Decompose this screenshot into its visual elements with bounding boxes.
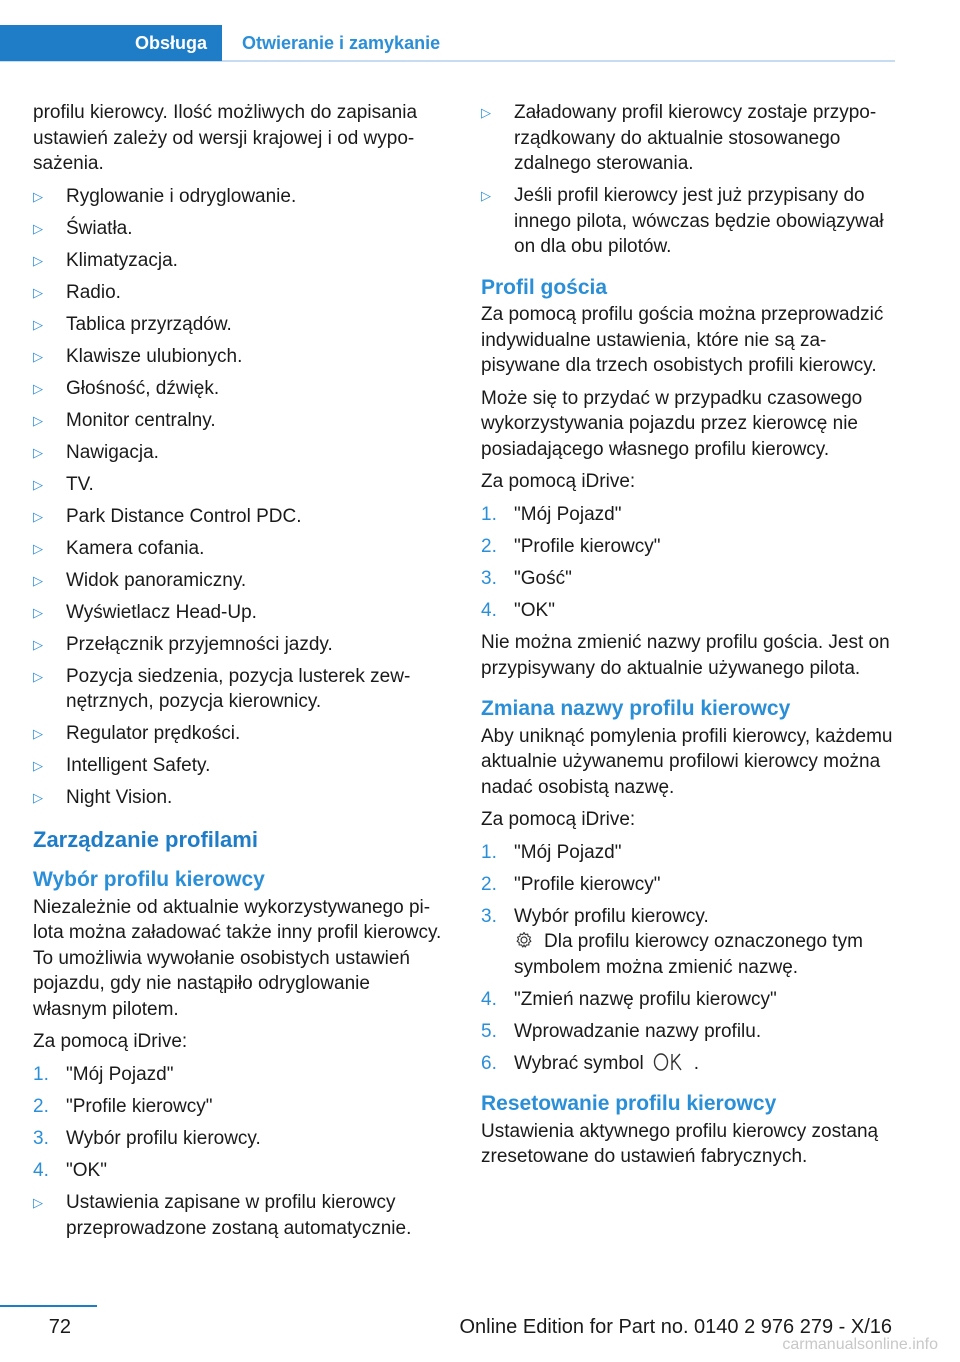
triangle-bullet-icon: ▷ — [33, 790, 43, 805]
list-item: 2. "Profile kierowcy" — [481, 535, 661, 557]
heading-reset-profile: Resetowanie profilu kierowcy — [481, 1092, 777, 1115]
list-item: ▷ TV. — [33, 472, 448, 498]
list-item: ▷ Wyświetlacz Head-Up. — [33, 600, 448, 626]
list-item: ▷ Radio. — [33, 280, 448, 306]
heading-guest-profile: Profil gościa — [481, 275, 608, 299]
triangle-bullet-icon: ▷ — [33, 188, 43, 204]
triangle-bullet-icon: ▷ — [33, 540, 43, 556]
continued-list — [481, 100, 896, 260]
triangle-bullet-icon: ▷ — [33, 668, 43, 684]
list-item: 3. "Gość" — [481, 567, 572, 589]
list-item: 2. "Profile kierowcy" — [481, 873, 661, 895]
list-item: ▷ Ustawienia zapisane w profilu kierowcy przeprowadzone zostaną automatycznie. — [33, 1192, 412, 1239]
right-column — [481, 100, 896, 1177]
heading-rename-profile: Zmiana nazwy profilu kierowcy — [481, 697, 791, 720]
guest-steps — [481, 502, 896, 624]
section-tab-active[interactable] — [0, 25, 222, 61]
triangle-bullet-icon: ▷ — [33, 412, 43, 428]
idrive-label: Za pomocą iDrive: — [481, 471, 636, 492]
rename-paragraph: Aby uniknąć pomylenia profili kierowcy, każdemu aktualnie używanemu profilowi kierowcy można nadać osobistą nazwę. — [481, 725, 893, 798]
rename-steps — [481, 840, 896, 1077]
list-item: ▷ Kamera cofania. — [33, 536, 448, 562]
intro-paragraph: profilu kierowcy. Ilość możliwych do zapisania ustawień zależy od wersji krajowej i od wyposażenia. — [33, 102, 418, 174]
list-item: ▷ Intelligent Safety. — [33, 753, 448, 779]
select-steps — [33, 1062, 448, 1184]
triangle-bullet-icon: ▷ — [33, 636, 43, 652]
list-item: ▷ Pozycja siedzenia, pozycja lusterek zewnętrznych, pozycja kierownicy. — [33, 665, 411, 712]
list-item: ▷ Tablica przyrządów. — [33, 312, 448, 338]
triangle-bullet-icon: ▷ — [33, 572, 43, 588]
triangle-bullet-icon: ▷ — [33, 726, 43, 741]
section-tab-inactive[interactable] — [242, 25, 440, 61]
list-item: ▷ Monitor centralny. — [33, 408, 448, 434]
ok-symbol-icon — [652, 1051, 686, 1073]
list-item: 4. "Zmień nazwę profilu kierowcy" — [481, 988, 777, 1010]
triangle-bullet-icon: ▷ — [33, 380, 43, 396]
heading-select-profile: Wybór profilu kierowcy — [33, 868, 265, 891]
select-paragraph: Niezależnie od aktualnie wykorzystywanego pilota można załadować także inny profil kierowcy. To umożliwia wywołanie osobistych ustawień pojazdu, gdy nie nastąpiło odryglowanie własnym pilotem. — [33, 896, 442, 1020]
list-item: 5. Wprowadzanie nazwy profilu. — [481, 1020, 762, 1042]
list-item: ▷ Regulator prędkości. — [33, 721, 448, 747]
list-item: 4. "OK" — [481, 599, 555, 621]
list-item: ▷ Night Vision. — [33, 785, 448, 811]
triangle-bullet-icon: ▷ — [33, 252, 43, 268]
select-result-list — [33, 1190, 448, 1241]
list-item: ▷ Głośność, dźwięk. — [33, 376, 448, 402]
guest-paragraph-2: Może się to przydać w przypadku czasowego wykorzystywania pojazdu przez kierowcę nie posiadającego własnego profilu kierowcy. — [481, 387, 863, 460]
edition-note: Online Edition for Part no. 0140 2 976 279 - X/16 — [459, 1316, 892, 1338]
triangle-bullet-icon: ▷ — [33, 444, 43, 460]
list-item: 1. "Mój Pojazd" — [33, 1063, 174, 1085]
list-item: 2. "Profile kierowcy" — [33, 1095, 213, 1117]
list-item: ▷ Ryglowanie i odryglowanie. — [33, 184, 448, 210]
page-number: 72 — [48, 1316, 71, 1338]
list-item: ▷ Nawigacja. — [33, 440, 448, 466]
list-item: ▷ Klawisze ulubionych. — [33, 344, 448, 370]
list-item: 3. Wybór profilu kierowcy. — [33, 1127, 261, 1149]
triangle-bullet-icon: ▷ — [33, 348, 43, 364]
list-item: ▷ Przełącznik przyjemności jazdy. — [33, 632, 448, 658]
subsection-tab-label: Otwieranie i zamykanie — [242, 32, 441, 53]
triangle-bullet-icon: ▷ — [481, 188, 491, 203]
list-item: 1. "Mój Pojazd" — [481, 841, 622, 863]
triangle-bullet-icon: ▷ — [33, 758, 43, 773]
list-item: 1. "Mój Pojazd" — [481, 503, 622, 525]
triangle-bullet-icon: ▷ — [481, 105, 491, 120]
list-item: 6. Wybrać symbol . — [481, 1052, 699, 1074]
watermark: carmanualsonline.info — [782, 1336, 938, 1353]
list-item: ▷ Załadowany profil kierowcy zostaje przyporządkowany do aktualnie stosowanego zdalnego sterowania. — [481, 102, 877, 174]
settings-list — [33, 184, 448, 811]
triangle-bullet-icon: ▷ — [33, 316, 43, 332]
footer-rule — [0, 1305, 97, 1307]
triangle-bullet-icon: ▷ — [33, 604, 43, 620]
list-item: ▷ Światła. — [33, 216, 448, 242]
triangle-bullet-icon: ▷ — [33, 476, 43, 492]
list-item: ▷ Widok panoramiczny. — [33, 568, 448, 594]
list-item: 3. Wybór profilu kierowcy. Dla profilu kierowcy oznaczonego tym symbolem można zmienić nazwę. — [481, 904, 896, 981]
list-item: ▷ Park Distance Control PDC. — [33, 504, 448, 530]
triangle-bullet-icon: ▷ — [33, 284, 43, 300]
idrive-label: Za pomocą iDrive: — [481, 809, 636, 830]
list-item: ▷ Klimatyzacja. — [33, 248, 448, 274]
triangle-bullet-icon: ▷ — [33, 220, 43, 236]
guest-paragraph-1: Za pomocą profilu gościa można przeprowadzić indywidualne ustawienia, które nie są zapisywane dla trzech osobistych profili kierowcy. — [481, 304, 884, 376]
triangle-bullet-icon: ▷ — [33, 508, 43, 524]
triangle-bullet-icon: ▷ — [33, 1195, 43, 1210]
left-column — [33, 100, 448, 1248]
reset-paragraph: Ustawienia aktywnego profilu kierowcy zostaną zresetowane do ustawień fabrycznych. — [481, 1120, 879, 1167]
rename-note: Dla profilu kierowcy oznaczonego tym symbolem można zmienić nazwę. — [514, 931, 863, 978]
gear-icon — [514, 930, 534, 950]
idrive-label: Za pomocą iDrive: — [33, 1031, 188, 1052]
section-tab-label: Obsługa — [134, 32, 207, 53]
guest-paragraph-3: Nie można zmienić nazwy profilu gościa. Jest on przypisywany do aktualnie używanego pilota. — [481, 632, 890, 679]
heading-manage-profiles: Zarządzanie profilami — [33, 826, 258, 852]
list-item: 4. "OK" — [33, 1159, 107, 1181]
list-item: ▷ Jeśli profil kierowcy jest już przypisany do innego pilota, wówczas będzie obowiązywał on dla obu pilotów. — [481, 185, 884, 257]
